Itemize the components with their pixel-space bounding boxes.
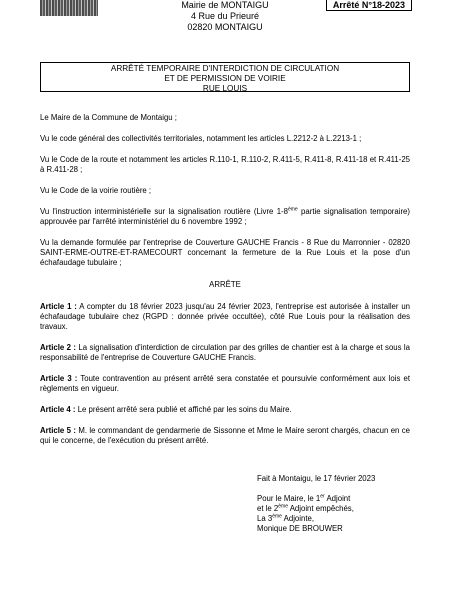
title-line-3: RUE LOUIS (202, 84, 248, 93)
article-1-text: A compter du 18 février 2023 jusqu'au 24 février 2023, l'entreprise est autorisée à installer un échafaudage tubulaire chez (RGPD : donnée privée occultée), côté Rue Louis pour la réalisation des travaux. (40, 302, 410, 331)
signatory-line-2-sup: ème (278, 503, 288, 510)
signatory-name: Monique DE BROUWER (257, 524, 343, 533)
vu-code-route: Vu le Code de la route et notamment les articles R.110-1, R.110-2, R.411-5, R.411-8, R.411-18 et R.411-25 à R.411-28 ; (40, 155, 410, 174)
signatory-line-3 (257, 514, 417, 524)
vu-instruction-part-2: partie signalisation temporaire) approuvée par l'arrêté interministériel du 6 novembre 1992 ; (40, 207, 410, 226)
article-4-text: Le présent arrêté sera publié et affiché par les soins du Maire. (75, 405, 292, 414)
title-line-2: ET DE PERMISSION DE VOIRIE (164, 74, 286, 83)
document-title-box (40, 62, 410, 92)
title-line-1: ARRÊTÉ TEMPORAIRE D'INTERDICTION DE CIRCULATION (110, 64, 340, 73)
maire-line: Le Maire de la Commune de Montaigu ; (40, 113, 177, 122)
article-5-text: M. le commandant de gendarmerie de Sissonne et Mme le Maire seront chargés, chacun en ce qui le concerne, de l'exécution du présent arrêté. (40, 426, 410, 445)
vu-instruction (40, 207, 410, 227)
signatory-line-3-sup: ème (272, 513, 282, 520)
signatory-line-1-a: Pour le Maire, le 1 (257, 494, 321, 503)
mairie-address-block (165, 0, 285, 33)
mairie-street: 4 Rue du Prieuré (190, 11, 260, 21)
vu-demande: Vu la demande formulée par l'entreprise de Couverture GAUCHE Francis - 8 Rue du Marronnier - 02820 SAINT-ERME-OUTRE-ET-RAMECOURT concernant la fermeture de la Rue Louis et la pose d'un échafaudage tubulaire ; (40, 238, 410, 267)
article-5-label: Article 5 : (40, 426, 76, 435)
signatory-line-3-b: Adjointe, (281, 514, 315, 523)
article-1-label: Article 1 : (40, 302, 77, 311)
mairie-name: Mairie de MONTAIGU (181, 0, 269, 10)
signature-block (257, 474, 417, 534)
arrete-number-box: Arrêté N°18-2023 (326, 0, 412, 11)
signatory-line-2-b: Adjoint empêchés, (287, 504, 354, 513)
article-4 (40, 405, 410, 415)
arrete-heading: ARRÊTE (209, 280, 241, 289)
fait-a-line: Fait à Montaigu, le 17 février 2023 (257, 474, 376, 483)
article-3-label: Article 3 : (40, 374, 78, 383)
signatory-line-3-a: La 3 (257, 514, 273, 523)
document-body (40, 113, 410, 446)
vu-instruction-sup: ème (287, 206, 298, 213)
signatory-line-2-a: et le 2 (257, 504, 279, 513)
article-2-text: La signalisation d'interdiction de circulation par des grilles de chantier est à la charge et sous la responsabilité de l'entreprise de Couverture GAUCHE Francis. (40, 343, 410, 362)
article-2-label: Article 2 : (40, 343, 76, 352)
signatory-line-1-sup: er (320, 493, 325, 500)
article-3 (40, 374, 410, 394)
mairie-postcode-city: 02820 MONTAIGU (187, 22, 263, 32)
signatory-line-1-b: Adjoint (324, 494, 351, 503)
vu-cgct: Vu le code général des collectivités territoriales, notamment les articles L.2212-2 à L.2213-1 ; (40, 134, 362, 143)
vu-code-voirie: Vu le Code de la voirie routière ; (40, 186, 152, 195)
commune-logo-image (40, 0, 98, 16)
article-4-label: Article 4 : (40, 405, 76, 414)
article-3-text: Toute contravention au présent arrêté sera constatée et poursuivie conformément aux lois et règlements en vigueur. (40, 374, 410, 393)
article-5 (40, 426, 410, 446)
article-1 (40, 302, 410, 332)
vu-instruction-part-1: Vu l'instruction interministérielle sur la signalisation routière (Livre 1-8 (40, 207, 288, 216)
article-2 (40, 343, 410, 363)
